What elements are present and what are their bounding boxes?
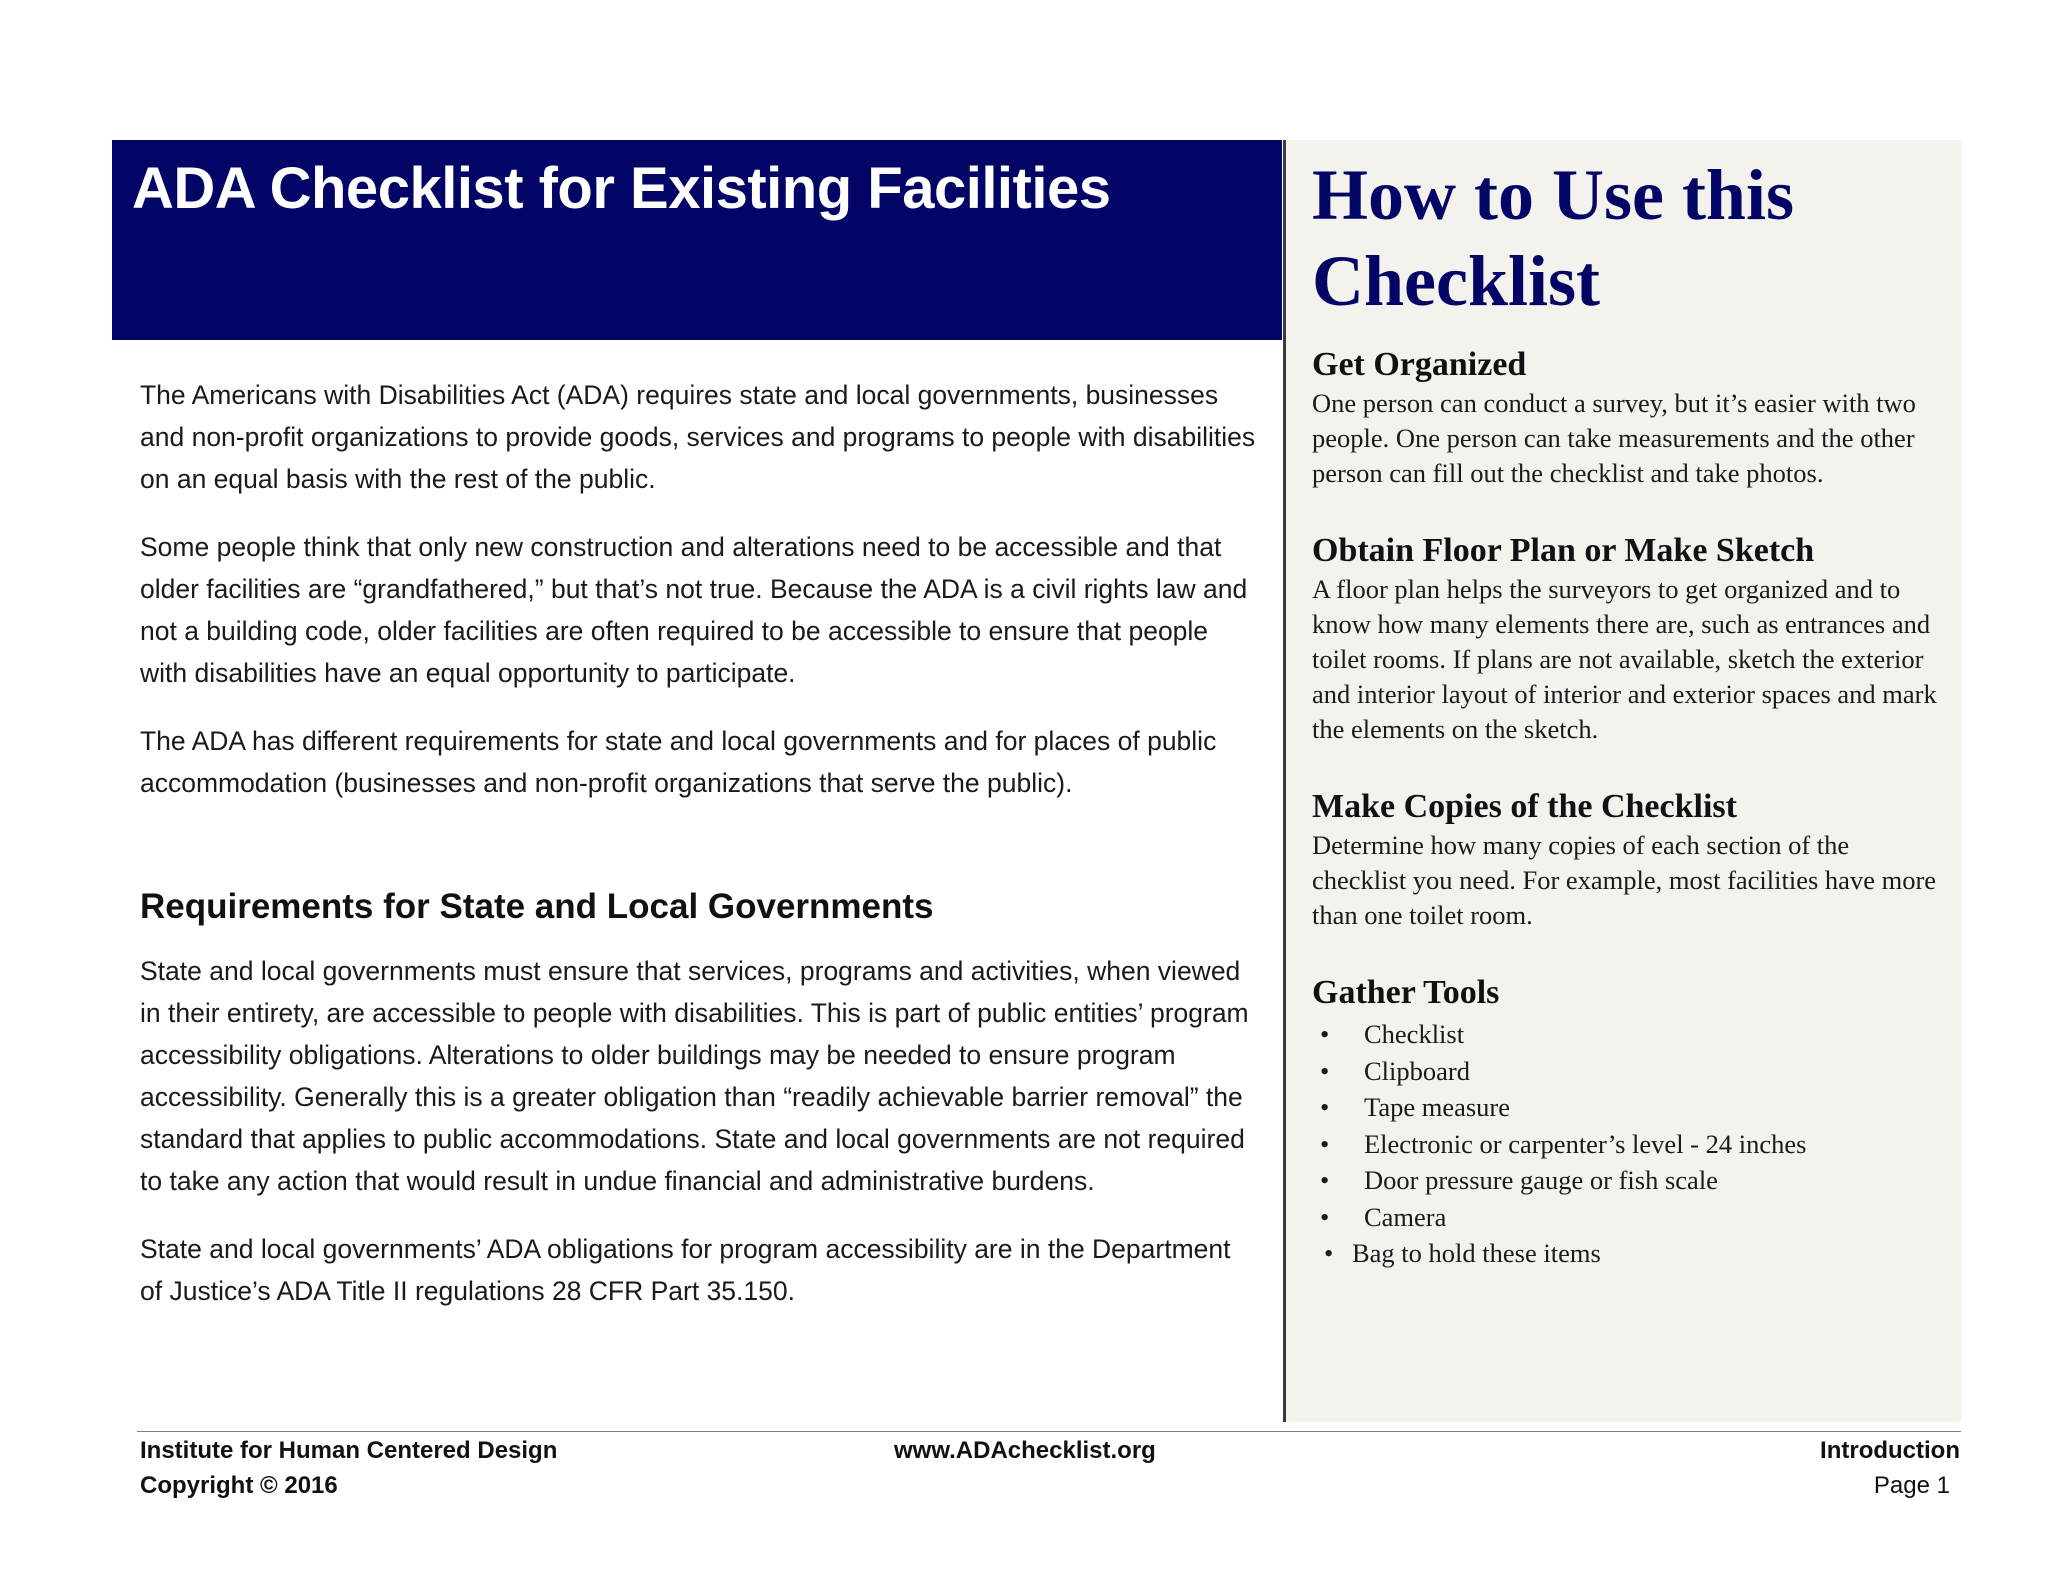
page-title: ADA Checklist for Existing Facilities xyxy=(132,156,1111,221)
intro-paragraph-2: Some people think that only new construction and alterations need to be accessible and that older facilities are “grandfathered,” but that’s not true. Because the ADA is a civil rights law and not a building code, older facilities are often required to be accessible to ensure that people with disabilities have an equal opportunity to participate. xyxy=(140,532,1248,688)
list-item: • Checklist xyxy=(1312,1016,1939,1053)
section-gather-tools xyxy=(1312,973,1939,1272)
list-item: • Camera xyxy=(1312,1199,1939,1236)
footer-organization: Institute for Human Centered Design xyxy=(140,1437,558,1464)
section-make-copies xyxy=(1312,787,1939,933)
requirements-paragraph-2: State and local governments’ ADA obligations for program accessibility are in the Department of Justice’s ADA Title II regulations 28 CFR Part 35.150. xyxy=(140,1234,1231,1306)
requirements-paragraph-1: State and local governments must ensure that services, programs and activities, when viewed in their entirety, are accessible to people with disabilities. This is part of public entities’ program accessibility obligations. Alterations to older buildings may be needed to ensure program accessibility. Generally this is a greater obligation than “readily achievable barrier removal” the standard that applies to public accommodations. State and local governments are not required to take any action that would result in undue financial and administrative burdens. xyxy=(140,956,1249,1196)
list-item: • Door pressure gauge or fish scale xyxy=(1312,1162,1939,1199)
list-item: • Clipboard xyxy=(1312,1053,1939,1090)
footer-website-link[interactable]: www.ADAchecklist.org xyxy=(894,1437,1156,1464)
section-text: Determine how many copies of each section of the checklist you need. For example, most facilities have more than one toilet room. xyxy=(1312,830,1937,931)
intro-paragraph-3: The ADA has different requirements for state and local governments and for places of public accommodation (businesses and non-profit organizations that serve the public). xyxy=(140,726,1217,798)
section-heading: Make Copies of the Checklist xyxy=(1312,787,1737,825)
list-item: • Tape measure xyxy=(1312,1089,1939,1126)
footer-divider xyxy=(137,1431,1961,1432)
main-content xyxy=(140,374,1258,1338)
footer-section-name: Introduction xyxy=(1820,1437,1960,1464)
tools-list xyxy=(1312,1016,1939,1272)
title-banner xyxy=(112,140,1282,340)
sidebar-title: How to Use this Checklist xyxy=(1312,155,1794,322)
section-heading: Get Organized xyxy=(1312,345,1527,383)
intro-paragraph-1: The Americans with Disabilities Act (ADA) requires state and local governments, businesses and non-profit organizations to provide goods, services and programs to people with disabilities on an equal basis with the rest of the public. xyxy=(140,380,1256,494)
footer-copyright: Copyright © 2016 xyxy=(140,1472,338,1499)
section-heading: Gather Tools xyxy=(1312,974,1500,1012)
footer-page-number: Page 1 xyxy=(1873,1472,1950,1499)
section-text: A floor plan helps the surveyors to get organized and to know how many elements there are, such as entrances and toilet rooms. If plans are not available, sketch the exterior and interior layout of interior and exterior spaces and mark the elements on the sketch. xyxy=(1312,573,1937,744)
list-item: • Bag to hold these items xyxy=(1312,1235,1939,1272)
requirements-heading: Requirements for State and Local Governments xyxy=(140,887,934,926)
list-item: • Electronic or carpenter’s level - 24 inches xyxy=(1312,1126,1939,1163)
section-floor-plan xyxy=(1312,531,1939,747)
section-text: One person can conduct a survey, but it’s easier with two people. One person can take measurements and the other person can fill out the checklist and take photos. xyxy=(1312,387,1916,488)
section-heading: Obtain Floor Plan or Make Sketch xyxy=(1312,531,1815,569)
section-get-organized xyxy=(1312,345,1939,491)
how-to-use-sidebar xyxy=(1283,140,1961,1422)
